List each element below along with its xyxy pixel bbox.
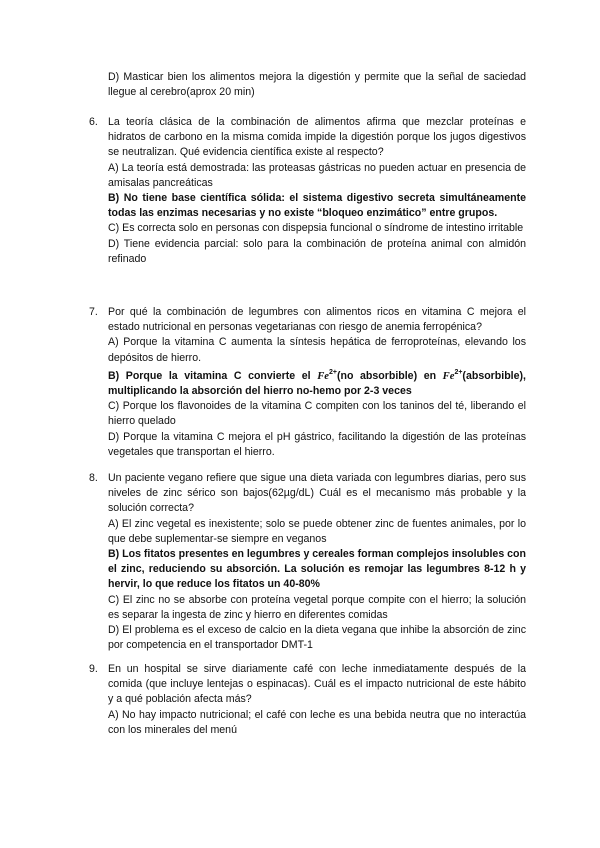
option-a: A) La teoría está demostrada: las proteasas gástricas no pueden actuar en presencia de amisalas pancreáticas [108, 161, 526, 189]
option-a: A) No hay impacto nutricional; el café con leche es una bebida neutra que no interactúa con los minerales del menú [108, 708, 526, 736]
question-number: 7. [89, 306, 98, 318]
option-c: C) Porque los flavonoides de la vitamina C compiten con los taninos del té, liberando el hierro quelado [108, 400, 526, 428]
option-text: D) Masticar bien los alimentos mejora la digestión y permite que la señal de saciedad llegue al cerebro(aprox 20 min) [108, 71, 526, 99]
iron-charge: 2+ [328, 368, 337, 376]
option-c: C) Es correcta solo en personas con dispepsia funcional o síndrome de intestino irritable [108, 222, 524, 235]
question-number: 6. [89, 116, 98, 128]
question-number: 8. [89, 472, 98, 484]
question-number: 9. [89, 663, 98, 675]
question-text: Por qué la combinación de legumbres con alimentos ricos en vitamina C mejora el estado nutricional en personas vegetarianas con riesgo de anemia ferropénica? [108, 306, 526, 334]
question-7 [89, 305, 526, 460]
option-b-answer: B) Los fitatos presentes en legumbres y cereales forman complejos insolubles con el zinc, reduciendo su absorción. La solución es remojar las legumbres 8-12 h y hervir, lo que reduce los fitatos un 40-80% [108, 548, 526, 591]
previous-question-option-d [108, 70, 526, 100]
question-9 [89, 662, 526, 738]
option-b-part1: B) Porque la vitamina C convierte el [108, 369, 318, 382]
option-d: D) El problema es el exceso de calcio en la dieta vegana que inhibe la absorción de zinc por competencia en el transportador DMT-1 [108, 624, 526, 652]
option-b-answer: B) No tiene base científica sólida: el sistema digestivo secreta simultáneamente todas las enzimas necesarias y no existe “bloqueo enzimático” entre grupos. [108, 192, 526, 220]
question-text: Un paciente vegano refiere que sigue una dieta variada con legumbres diarias, pero sus niveles de zinc sérico son bajos(62µg/dL) Cuál es el mecanismo más probable y la solución correcta? [108, 472, 526, 515]
question-text: En un hospital se sirve diariamente café con leche inmediatamente después de la comida (que incluye lentejas o espinacas). Cuál es el impacto nutricional de este hábito y a qué población afecta más? [108, 663, 526, 706]
question-6 [89, 115, 526, 267]
option-c: C) El zinc no se absorbe con proteína vegetal porque compite con el hierro; la solución es separar la ingesta de zinc y hierro en diferentes comidas [108, 593, 526, 621]
question-text: La teoría clásica de la combinación de alimentos afirma que mezclar proteínas e hidratos de carbono en la misma comida impide la digestión porque los jugos digestivos se neutralizan. Qué evidencia científica existe al respecto? [108, 116, 526, 159]
option-d: D) Tiene evidencia parcial: solo para la combinación de proteína animal con almidón refinado [108, 237, 526, 265]
option-d: D) Porque la vitamina C mejora el pH gástrico, facilitando la digestión de las proteínas vegetales que transportan el hierro. [108, 430, 526, 458]
option-b-part3: (absorbible), multiplicando la absorción del hierro no-hemo por 2-3 veces [108, 369, 526, 398]
iron-symbol: Fe [317, 370, 329, 382]
option-a: A) Porque la vitamina C aumenta la síntesis hepática de ferroproteínas, elevando los depósitos de hierro. [108, 336, 526, 364]
question-8 [89, 471, 526, 653]
option-a: A) El zinc vegetal es inexistente; solo se puede obtener zinc de fuentes animales, por lo que debe suplementar-se siempre en veganos [108, 517, 526, 545]
iron-symbol: Fe [442, 370, 455, 382]
iron-charge: 2+ [454, 368, 463, 376]
option-b-part2: (no absorbible) en [336, 369, 443, 382]
option-b-answer [108, 369, 526, 399]
